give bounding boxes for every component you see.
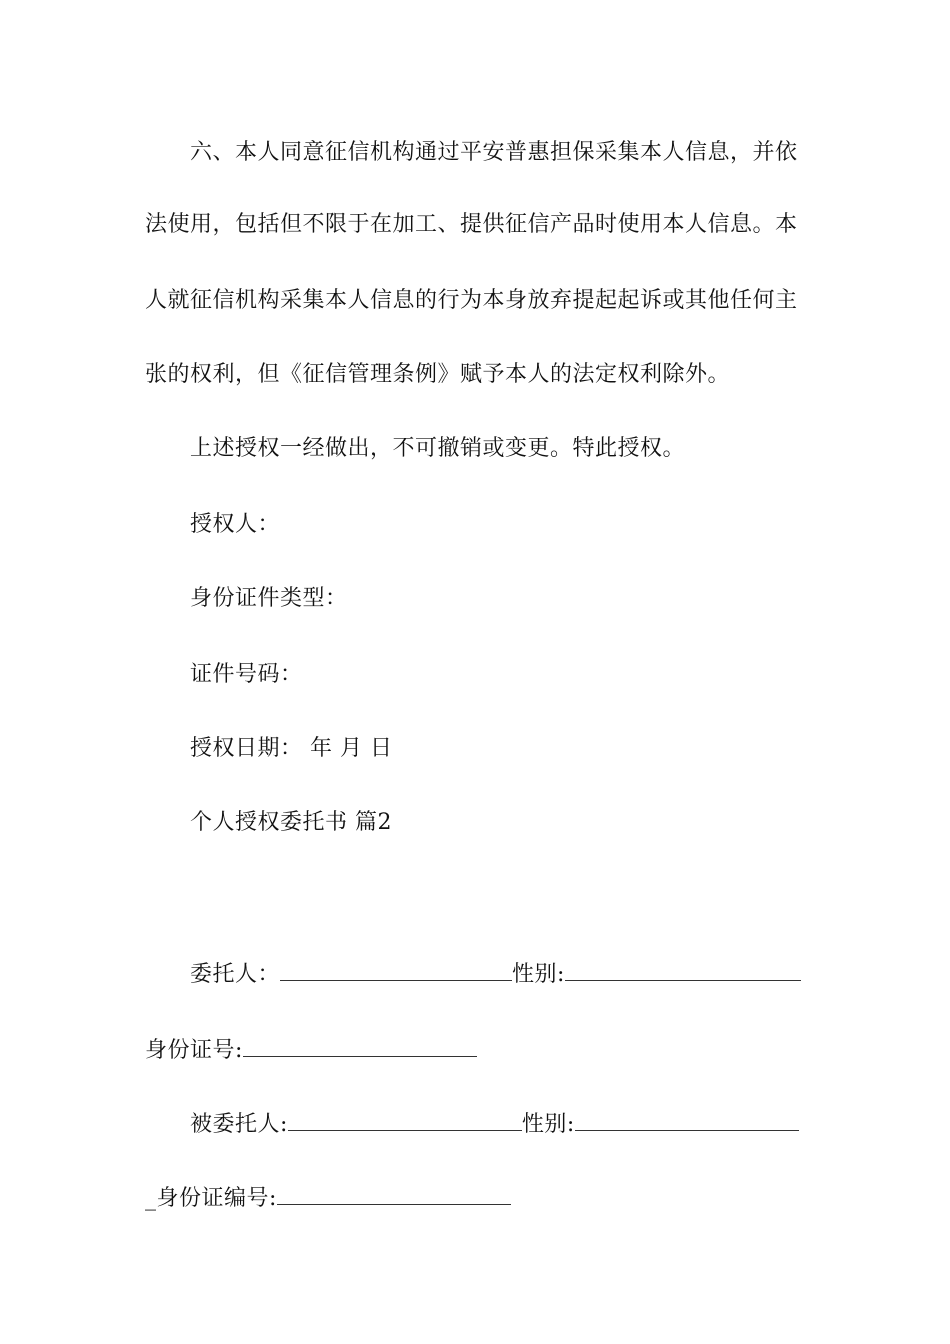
agent-label: 被委托人: xyxy=(190,1112,288,1137)
principal-blank xyxy=(280,958,512,981)
grantor-field: 授权人： xyxy=(190,512,281,537)
clause-6-line-4: 张的权利，但《征信管理条例》赋予本人的法定权利除外。 xyxy=(145,362,731,387)
id-no-label: 身份证号: xyxy=(145,1038,243,1063)
gender-label-2: 性别: xyxy=(521,1112,575,1137)
id-no-row xyxy=(145,1034,477,1066)
agent-row xyxy=(190,1108,799,1140)
gender-label-1: 性别: xyxy=(512,962,565,987)
principal-row xyxy=(190,958,801,990)
id-no-blank xyxy=(243,1034,477,1057)
id-serial-prefix: _ xyxy=(145,1186,157,1211)
authorization-statement: 上述授权一经做出，不可撤销或变更。特此授权。 xyxy=(190,436,686,461)
agent-blank xyxy=(288,1108,522,1131)
principal-label: 委托人： xyxy=(190,962,281,987)
clause-6-line-1: 六、本人同意征信机构通过平安普惠担保采集本人信息，并依 xyxy=(190,140,798,165)
id-serial-row xyxy=(145,1182,511,1214)
section-title: 个人授权委托书 篇2 xyxy=(190,810,392,835)
clause-6-line-3: 人就征信机构采集本人信息的行为本身放弃提起起诉或其他任何主 xyxy=(145,288,798,313)
gender-blank-1 xyxy=(565,958,801,981)
id-number-field: 证件号码： xyxy=(190,662,303,687)
id-serial-blank xyxy=(277,1182,511,1205)
gender-blank-2 xyxy=(575,1108,799,1131)
clause-6-line-2: 法使用，包括但不限于在加工、提供征信产品时使用本人信息。本 xyxy=(145,212,798,237)
id-type-field: 身份证件类型： xyxy=(190,586,348,611)
authorization-date-field: 授权日期： 年 月 日 xyxy=(190,736,393,761)
id-serial-label: 身份证编号: xyxy=(156,1186,277,1211)
